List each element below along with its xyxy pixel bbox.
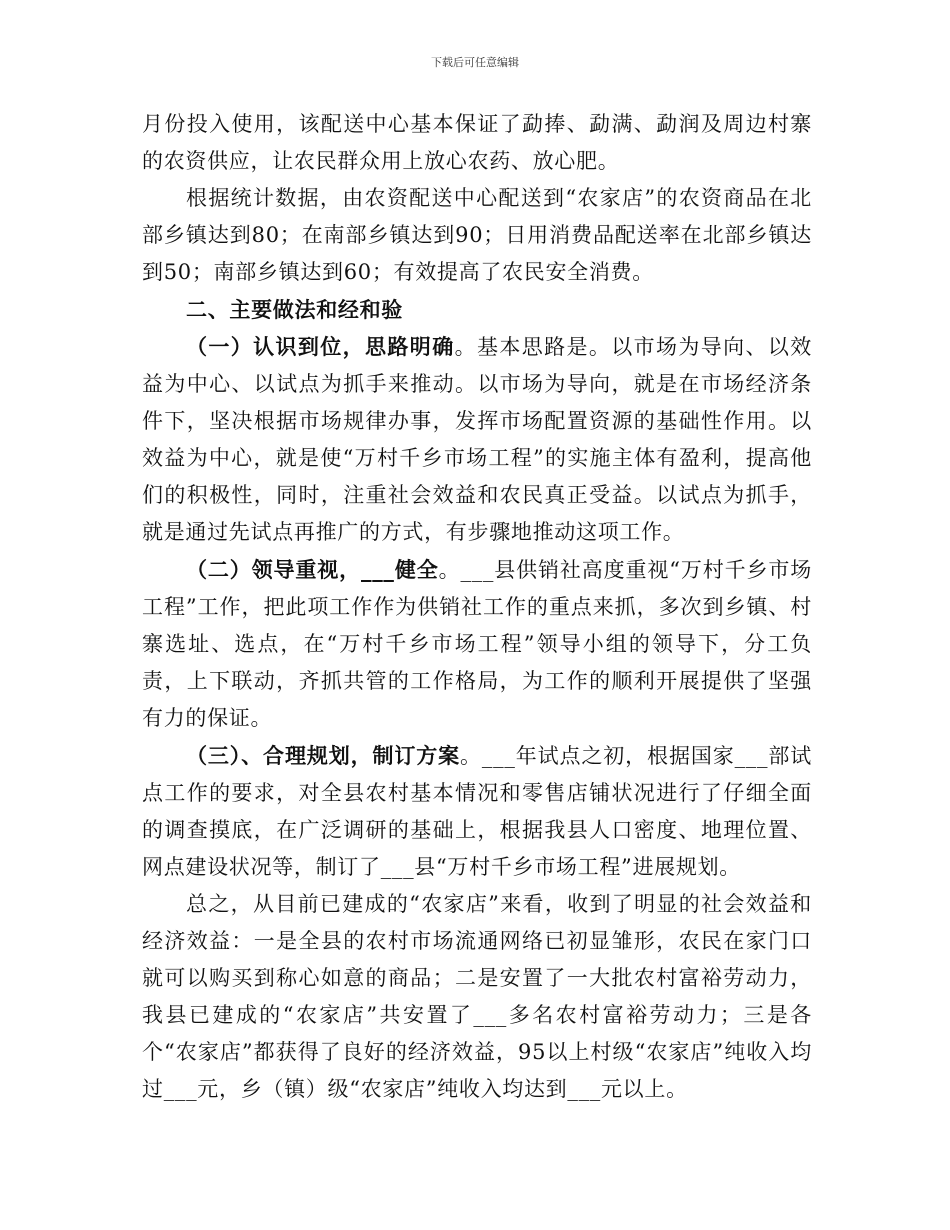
paragraph-item-1	[142, 328, 812, 551]
document-body	[142, 106, 812, 1108]
paragraph-statistics: 根据统计数据，由农资配送中心配送到“农家店”的农资商品在北部乡镇达到80；在南部乡镇达到90；日用消费品配送率在北部乡镇达到50；南部乡镇达到60；有效提高了农民安全消费。	[142, 186, 812, 284]
item-2-heading: （二）领导重视，___健全	[186, 557, 439, 582]
page-header: 下载后可任意编辑	[431, 56, 519, 69]
item-2-text: 。___县供销社高度重视“万村千乡市场工程”工作，把此项工作作为供销社工作的重点来抓，多次到乡镇、村寨选址、选点，在“万村千乡市场工程”领导小组的领导下，分工负责，上下联动，齐抓共管的工作格局，为工作的顺利开展提供了坚强有力的保证。	[142, 558, 812, 730]
section-heading: 二、主要做法和经和验	[186, 297, 403, 322]
item-3-heading: （三）、合理规划，制订方案	[186, 743, 461, 768]
paragraph-continuation: 月份投入使用，该配送中心基本保证了勐捧、勐满、勐润及周边村寨的农资供应，让农民群众用上放心农药、放心肥。	[142, 112, 812, 173]
item-1-heading: （一）认识到位，思路明确	[186, 334, 455, 359]
paragraph-summary: 总之，从目前已建成的“农家店”来看，收到了明显的社会效益和经济效益：一是全县的农村市场流通网络已初显雏形，农民在家门口就可以购买到称心如意的商品；二是安置了一大批农村富裕劳动力，我县已建成的“农家店”共安置了___多名农村富裕劳动力；三是各个“农家店”都获得了良好的经济效益，95以上村级“农家店”纯收入均过___元，乡（镇）级“农家店”纯收入均达到___元以上。	[142, 892, 812, 1101]
item-1-text: 。基本思路是。以市场为导向、以效益为中心、以试点为抓手来推动。以市场为导向，就是在市场经济条件下，坚决根据市场规律办事，发挥市场配置资源的基础性作用。以效益为中心，就是使“万村千乡市场工程”的实施主体有盈利，提高他们的积极性，同时，注重社会效益和农民真正受益。以试点为抓手，就是通过先试点再推广的方式，有步骤地推动这项工作。	[142, 335, 812, 544]
paragraph-item-3	[142, 737, 812, 886]
paragraph-item-2	[142, 551, 812, 737]
item-3-text: 。___年试点之初，根据国家___部试点工作的要求，对全县农村基本情况和零售店铺状况进行了仔细全面的调查摸底，在广泛调研的基础上，根据我县人口密度、地理位置、网点建设状况等，制订了___县“万村千乡市场工程”进展规划。	[142, 744, 812, 879]
